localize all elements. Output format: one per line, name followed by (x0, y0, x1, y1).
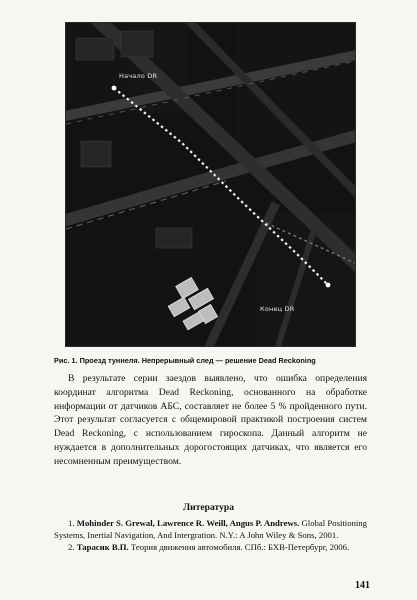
map-label-start: Начало DR (119, 72, 158, 80)
page-number: 141 (355, 580, 370, 591)
reference-item-2 (54, 542, 367, 554)
reference-number: 1. (68, 518, 75, 528)
reference-item-1 (54, 518, 367, 541)
aerial-map-figure (65, 22, 356, 347)
literature-heading: Литература (182, 502, 235, 513)
reference-authors: Тарасик В.П. (76, 542, 129, 552)
reference-number: 2. (68, 542, 75, 552)
reference-authors: Mohinder S. Grewal, Lawrence R. Weill, Angus P. Andrews. (76, 518, 300, 528)
reference-details: Теория движения автомобиля. СПб.: БХВ-Петербург, 2006. (128, 542, 350, 552)
body-paragraph: В результате серии заездов выявлено, что ошибка определения координат алгоритма Dead Reckoning, основанного на обработке информации от датчиков АБС, составляет не более 5 % пройденного пути. Этот результат согласуется с общемировой практикой построения систем Dead Reckoning, с использованием гироскопа. Данный алгоритм не нуждается в дополнительных дорогостоящих датчиках, что является его несомненным преимуществом. (54, 373, 367, 467)
caption-text: Проезд туннеля. Непрерывный след — решение Dead Reckoning (79, 356, 316, 365)
map-label-end: Конец DR (260, 305, 295, 313)
reference-list (54, 518, 367, 555)
figure-caption (54, 356, 368, 365)
reference-details: Global Positioning Systems, Inertial Navigation, And Intergration. N.Y.: A John Wiley & Sons, 2001. (54, 518, 367, 540)
caption-prefix: Рис. 1. (54, 356, 78, 365)
aerial-map-image (66, 23, 355, 346)
